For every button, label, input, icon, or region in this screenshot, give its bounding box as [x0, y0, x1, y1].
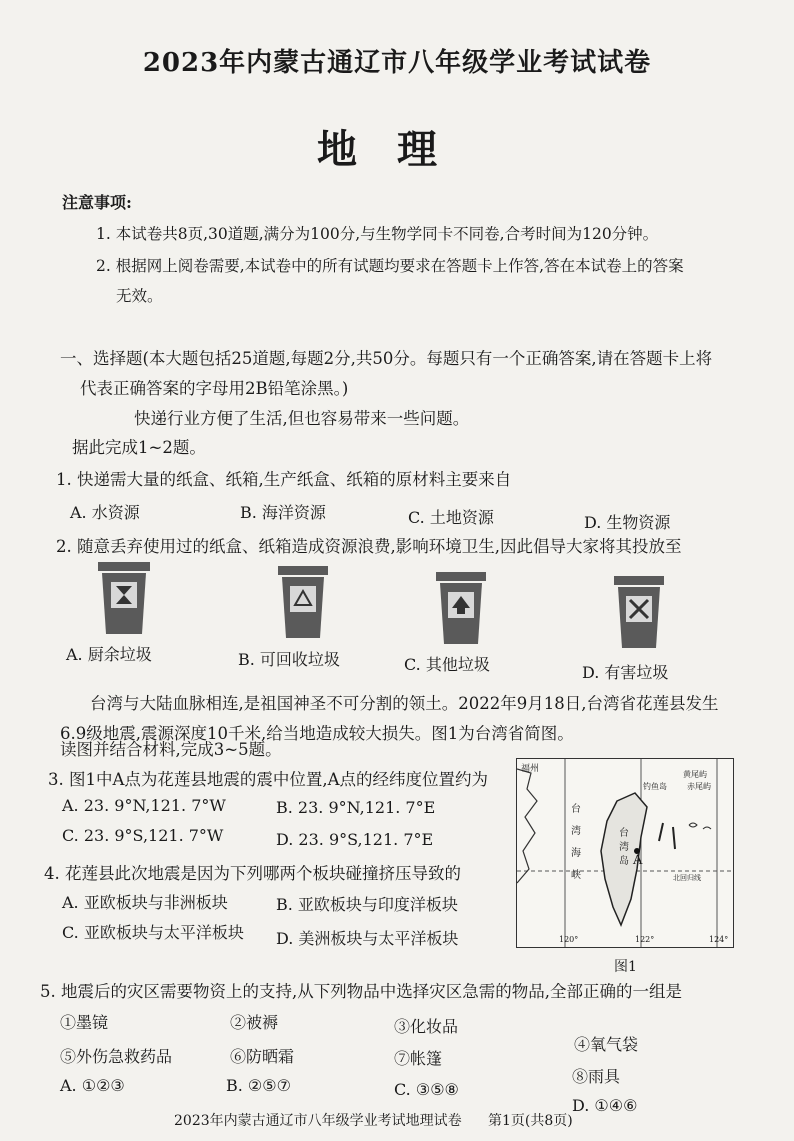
map-label-huangweiyu: 黄尾屿	[683, 770, 707, 779]
map-label-fuzhou: 福州	[521, 764, 540, 774]
passage1-line1: 快递行业方便了生活,但也容易带来一些问题。	[134, 409, 470, 428]
map-label-lon-122: 122°	[635, 935, 655, 944]
map-label-diaoyudao: 钓鱼岛	[643, 782, 667, 791]
other-waste-bin-icon	[434, 570, 488, 646]
passage2-line1: 台湾与大陆血脉相连,是祖国神圣不可分割的领土。2022年9月18日,台湾省花莲县发生	[90, 694, 719, 713]
map-label-lon-120: 120°	[559, 935, 579, 944]
q4-stem: 4. 花莲县此次地震是因为下列哪两个板块碰撞挤压导致的	[44, 864, 461, 883]
q5-item-3: ③化妆品	[394, 1017, 459, 1036]
kitchen-waste-bin-icon	[96, 560, 152, 636]
map-label-chiweiyu: 赤尾屿	[687, 782, 711, 791]
q3-option-a: A. 23. 9°N,121. 7°W	[62, 796, 226, 815]
q5-option-c: C. ③⑤⑧	[394, 1080, 459, 1099]
section1-heading: 一、选择题(本大题包括25道题,每题2分,共50分。每题只有一个正确答案,请在答题卡上将	[60, 349, 713, 368]
q5-option-b: B. ②⑤⑦	[226, 1076, 291, 1095]
footer-page-number: 第1页(共8页)	[488, 1113, 573, 1129]
q2-option-c: C. 其他垃圾	[404, 655, 490, 674]
q5-item-1: ①墨镜	[60, 1013, 109, 1032]
q5-item-6: ⑥防晒霜	[230, 1047, 295, 1066]
q4-option-c: C. 亚欧板块与太平洋板块	[62, 923, 244, 942]
q2-option-b: B. 可回收垃圾	[238, 650, 340, 669]
q2-stem: 2. 随意丢弃使用过的纸盒、纸箱造成资源浪费,影响环境卫生,因此倡导大家将其投放至	[56, 537, 682, 556]
q5-item-2: ②被褥	[230, 1013, 279, 1032]
q5-option-d: D. ①④⑥	[572, 1096, 638, 1115]
q1-option-b: B. 海洋资源	[240, 503, 326, 522]
section1-heading-cont: 代表正确答案的字母用2B铅笔涂黑。)	[80, 379, 349, 398]
recyclable-bin-icon	[276, 564, 330, 640]
q2-option-a: A. 厨余垃圾	[66, 645, 152, 664]
q5-stem: 5. 地震后的灾区需要物资上的支持,从下列物品中选择灾区急需的物品,全部正确的一组是	[40, 982, 682, 1001]
q4-option-d: D. 美洲板块与太平洋板块	[276, 929, 459, 948]
q5-item-7: ⑦帐篷	[394, 1049, 443, 1068]
q1-option-a: A. 水资源	[70, 503, 140, 522]
notice-item-2-cont: 无效。	[116, 287, 163, 305]
passage2-line3: 读图并结合材料,完成3~5题。	[60, 740, 282, 759]
map-label-lon-124: 124°	[709, 935, 729, 944]
map-label-point-a: A	[633, 853, 643, 868]
q2-option-d: D. 有害垃圾	[582, 663, 669, 682]
subject-title: 地理	[317, 126, 477, 173]
hazardous-waste-bin-icon	[612, 574, 666, 650]
q4-option-b: B. 亚欧板块与印度洋板块	[276, 895, 458, 914]
q3-option-b: B. 23. 9°N,121. 7°E	[276, 798, 436, 817]
exam-title: 2023年内蒙古通辽市八年级学业考试试卷	[142, 48, 652, 78]
map-label-island: 台湾岛	[619, 828, 629, 867]
q1-stem: 1. 快递需大量的纸盒、纸箱,生产纸盒、纸箱的原材料主要来自	[56, 470, 512, 489]
notice-heading: 注意事项:	[62, 193, 132, 212]
map-label-strait: 台湾海峡	[571, 804, 581, 881]
q3-option-d: D. 23. 9°S,121. 7°E	[276, 830, 434, 849]
notice-item-2: 2. 根据网上阅卷需要,本试卷中的所有试题均要求在答题卡上作答,答在本试卷上的答案	[96, 257, 684, 275]
taiwan-map-figure	[516, 758, 734, 948]
q5-option-a: A. ①②③	[60, 1076, 125, 1095]
notice-item-1: 1. 本试卷共8页,30道题,满分为100分,与生物学同卡不同卷,合考时间为120分钟。	[96, 225, 659, 243]
map-label-tropic: 北回归线	[673, 874, 701, 882]
q4-option-a: A. 亚欧板块与非洲板块	[62, 893, 228, 912]
q3-option-c: C. 23. 9°S,121. 7°W	[62, 826, 224, 845]
figure1-caption: 图1	[614, 959, 637, 975]
q5-item-5: ⑤外伤急救药品	[60, 1047, 173, 1066]
passage2-line2: 6.9级地震,震源深度10千米,给当地造成较大损失。图1为台湾省简图。	[60, 724, 574, 743]
q1-option-c: C. 土地资源	[408, 508, 494, 527]
passage1-line2: 据此完成1~2题。	[72, 438, 206, 457]
q3-stem: 3. 图1中A点为花莲县地震的震中位置,A点的经纬度位置约为	[48, 770, 489, 789]
q1-option-d: D. 生物资源	[584, 513, 671, 532]
q5-item-4: ④氧气袋	[574, 1035, 639, 1054]
footer-title: 2023年内蒙古通辽市八年级学业考试地理试卷	[174, 1113, 462, 1129]
q5-item-8: ⑧雨具	[572, 1067, 621, 1086]
